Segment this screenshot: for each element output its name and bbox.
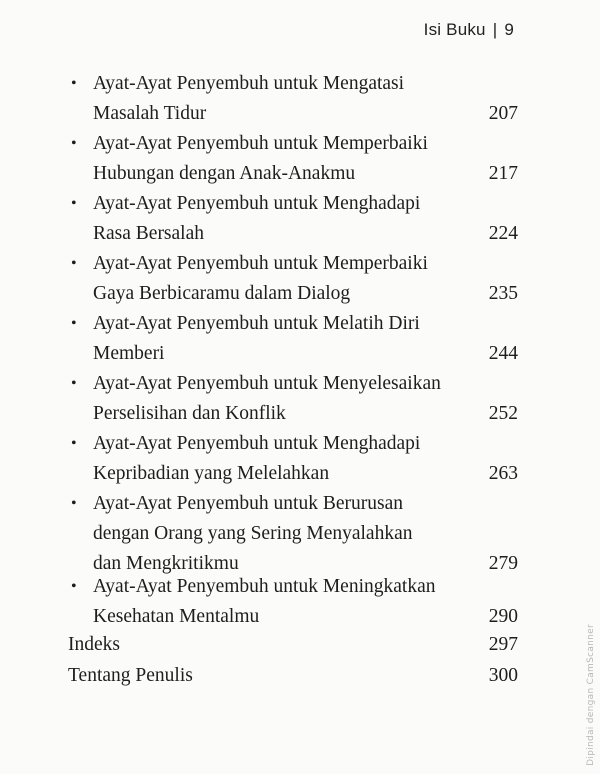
toc-entry-line: dengan Orang yang Sering Menyalahkan <box>93 523 413 544</box>
toc-entry[interactable] <box>68 489 518 579</box>
toc-page-number: 252 <box>488 403 518 424</box>
toc-entry-line: • Ayat-Ayat Penyembuh untuk Meningkatkan <box>68 572 518 602</box>
toc-entry[interactable] <box>68 309 518 369</box>
header-page-number: 9 <box>504 20 514 39</box>
toc-page-number: 235 <box>488 283 518 304</box>
bullet: • <box>71 75 77 92</box>
toc-page-number: 244 <box>488 343 518 364</box>
toc-entry-line: • Ayat-Ayat Penyembuh untuk Melatih Diri <box>68 309 518 339</box>
bullet: • <box>71 135 77 152</box>
toc-page-number: 207 <box>488 103 518 124</box>
toc-entry[interactable] <box>68 369 518 429</box>
toc-entry[interactable] <box>68 69 518 129</box>
toc-page-number: 263 <box>488 463 518 484</box>
toc-entry-line: Kepribadian yang Melelahkan 263 <box>68 459 518 489</box>
toc-entry-line: Rasa Bersalah 224 <box>68 219 518 249</box>
toc-entry-line: • Ayat-Ayat Penyembuh untuk Memperbaiki <box>68 249 518 279</box>
toc-entry-line: Gaya Berbicaramu dalam Dialog 235 <box>68 279 518 309</box>
toc-entry-line: • Ayat-Ayat Penyembuh untuk Menghadapi <box>68 429 518 459</box>
bullet: • <box>71 578 77 595</box>
toc-page-number: 217 <box>488 163 518 184</box>
toc-entry-line: • Ayat-Ayat Penyembuh untuk Menyelesaikan <box>68 369 518 399</box>
toc-entry-line: • Ayat-Ayat Penyembuh untuk Berurusan <box>68 489 518 519</box>
header-title: Isi Buku <box>423 20 486 39</box>
bullet: • <box>71 195 77 212</box>
header-separator: | <box>492 20 498 39</box>
bullet: • <box>71 495 77 512</box>
toc-entry-line: Masalah Tidur 207 <box>68 99 518 129</box>
toc-page-number: 300 <box>488 665 518 686</box>
toc-section-indeks[interactable] <box>68 630 518 660</box>
toc-entry-line: • Ayat-Ayat Penyembuh untuk Memperbaiki <box>68 129 518 159</box>
toc-entry-line: Kesehatan Mentalmu 290 <box>68 602 518 632</box>
toc-entry[interactable] <box>68 189 518 249</box>
toc-page-number: 290 <box>488 606 518 627</box>
toc-section-title: Tentang Penulis <box>68 665 193 686</box>
toc-entry[interactable] <box>68 572 518 632</box>
bullet: • <box>71 435 77 452</box>
toc-entry-line: • Ayat-Ayat Penyembuh untuk Mengatasi <box>68 69 518 99</box>
bullet: • <box>71 375 77 392</box>
toc-entry-line: Perselisihan dan Konflik 252 <box>68 399 518 429</box>
toc-page-number: 297 <box>488 634 518 655</box>
toc-page-number: 279 <box>488 553 518 574</box>
toc-page-number: 224 <box>488 223 518 244</box>
toc-entry-line: Hubungan dengan Anak-Anakmu 217 <box>68 159 518 189</box>
bullet: • <box>71 315 77 332</box>
toc-entry-line: Memberi 244 <box>68 339 518 369</box>
toc-section-tentang-penulis[interactable] <box>68 661 518 691</box>
toc-entry[interactable] <box>68 249 518 309</box>
toc-entry-line: dan Mengkritikmu 279 <box>68 549 518 579</box>
toc-entry[interactable] <box>68 429 518 489</box>
toc-entry[interactable] <box>68 129 518 189</box>
scanner-watermark: Dipindai dengan CamScanner <box>586 624 596 766</box>
toc-section-title: Indeks <box>68 634 120 655</box>
bullet: • <box>71 255 77 272</box>
toc-entry-line: • Ayat-Ayat Penyembuh untuk Menghadapi <box>68 189 518 219</box>
